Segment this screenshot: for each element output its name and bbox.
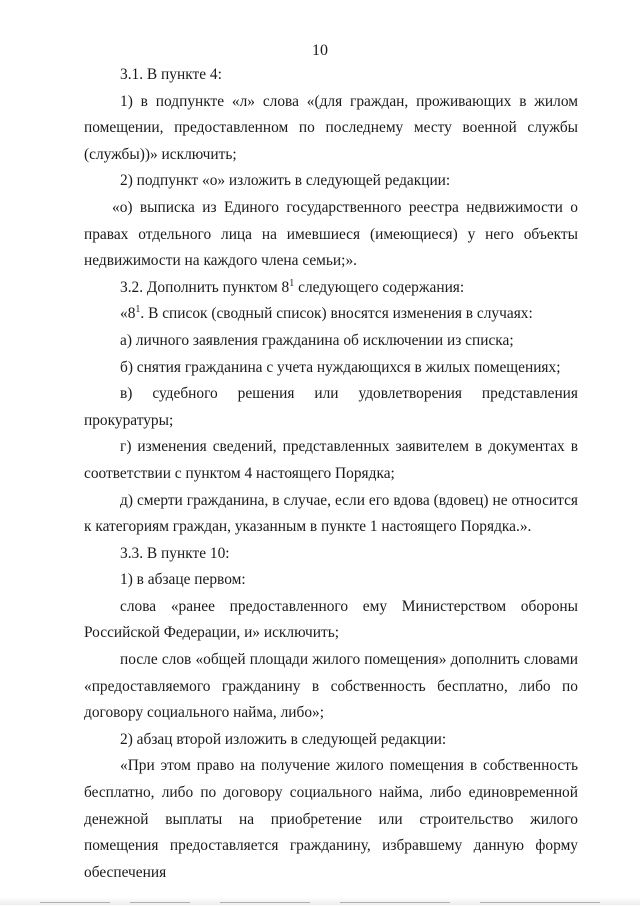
scan-artifact xyxy=(340,902,450,903)
paragraph-3-2-pre: 3.2. Дополнить пунктом 8 xyxy=(120,278,290,296)
paragraph-second-abzats: 2) абзац второй изложить в следующей редакции: xyxy=(120,730,447,748)
paragraph-case-v: в) судебного решения или удовлетворения представления прокуратуры; xyxy=(84,385,578,429)
paragraph-subpoint-o-intro: 2) подпункт «о» изложить в следующей редакции: xyxy=(120,172,451,190)
paragraph-subpoint-o-text: «о) выписка из Единого государственного реестра недвижимости о правах отдельного лица на имевшиеся (имеющиеся) у него объекты недвижимости на каждого члена семьи;». xyxy=(84,198,578,270)
paragraph-8-1-intro xyxy=(84,301,578,328)
paragraph-right-statement: «При этом право на получение жилого помещения в собственность бесплатно, либо по договору социального найма, либо единовременной денежной выплаты на приобретение или строительство жилого помещения предоставляется гражданину, избравшему данную форму обеспечения xyxy=(84,757,578,881)
paragraph-8-1-post: . В список (сводный список) вносятся изменения в случаях: xyxy=(140,305,533,323)
scan-artifact xyxy=(40,902,110,903)
paragraph-case-a: а) личного заявления гражданина об исключении из списка; xyxy=(120,331,514,349)
paragraph-3-2-heading xyxy=(84,275,578,302)
paragraph-case-d: д) смерти гражданина, в случае, если его вдова (вдовец) не относится к категориям граждан, указанным в пункте 1 настоящего Порядка.». xyxy=(84,491,578,536)
scan-artifact xyxy=(130,902,190,903)
paragraph-8-1-superscript: 1 xyxy=(135,304,141,316)
scan-artifact xyxy=(480,902,600,903)
paragraph-words-added: после слов «общей площади жилого помещения» дополнить словами «предоставляемого гражданину в собственность бесплатно, либо по договору социального найма, либо»; xyxy=(84,651,578,722)
paragraph-8-1-pre: «8 xyxy=(120,305,136,323)
paragraph-3-2-post: следующего содержания: xyxy=(294,278,465,296)
paragraph-3-1-heading: 3.1. В пункте 4: xyxy=(120,66,222,83)
paragraph-first-abzats: 1) в абзаце первом: xyxy=(120,571,246,589)
paragraph-3-3-heading: 3.3. В пункте 10: xyxy=(120,544,230,562)
paragraph-3-2-superscript: 1 xyxy=(289,277,295,289)
scan-edge-shadow xyxy=(0,897,640,905)
paragraph-case-g: г) изменения сведений, представленных заявителем в документах в соответствии с пунктом 4 настоящего Порядка; xyxy=(84,438,578,482)
paragraph-subpoint-l: 1) в подпункте «л» слова «(для граждан, проживающих в жилом помещении, предоставленном по последнему месту военной службы (службы))» исключить; xyxy=(84,92,578,163)
paragraph-words-excluded: слова «ранее предоставленного ему Министерством обороны Российской Федерации, и» исключить; xyxy=(84,597,578,642)
document-body xyxy=(84,62,578,886)
scan-artifact xyxy=(220,902,310,903)
paragraph-case-b: б) снятия гражданина с учета нуждающихся в жилых помещениях; xyxy=(120,358,561,376)
page-number: 10 xyxy=(312,42,328,59)
